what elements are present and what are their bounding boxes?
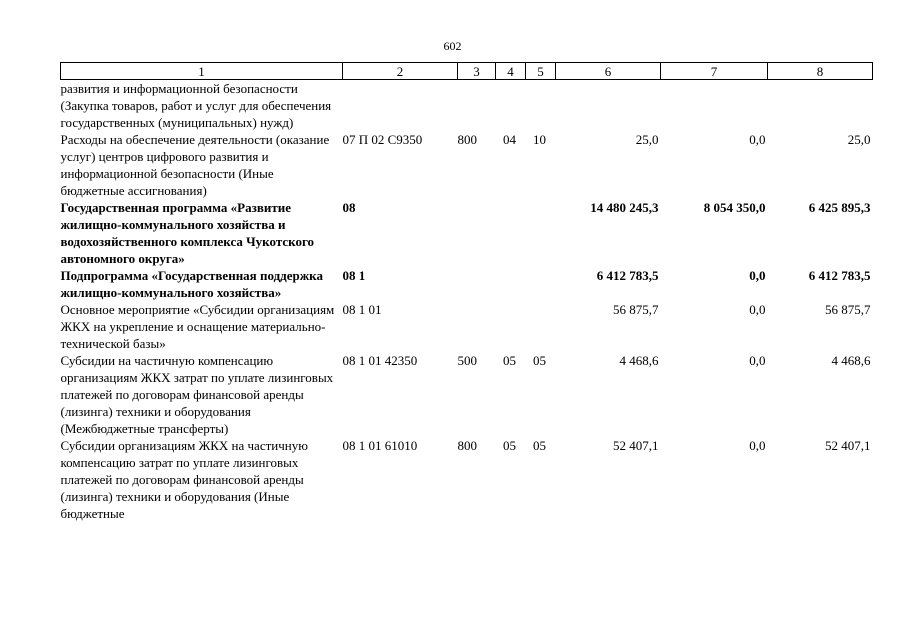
- row-fed: 0,0: [749, 353, 766, 368]
- row-reg: 56 875,7: [825, 302, 871, 317]
- row-pr: 05: [533, 353, 546, 368]
- table-row: [61, 131, 873, 199]
- row-code: 08 1 01: [342, 302, 382, 317]
- column-header-3: 3: [458, 63, 496, 80]
- row-name: развития и информационной безопасности (Закупка товаров, работ и услуг для обеспечения государственных (муниципальных) нужд): [60, 81, 332, 130]
- column-header-2: 2: [343, 63, 458, 80]
- row-reg: 4 468,6: [831, 353, 871, 368]
- row-total: 25,0: [635, 132, 659, 147]
- column-header-6: 6: [556, 63, 661, 80]
- budget-table: [60, 62, 873, 522]
- row-name: Субсидии организациям ЖКХ на частичную компенсацию затрат по уплате лизинговых платежей по договорам финансовой аренды (лизинга) техники и оборудования (Иные бюджетные: [60, 438, 308, 521]
- column-header-5: 5: [526, 63, 556, 80]
- column-header-8: 8: [768, 63, 873, 80]
- row-vr: 500: [457, 353, 477, 368]
- row-pr: 10: [533, 132, 546, 147]
- column-header-1: 1: [61, 63, 343, 80]
- row-fed: 8 054 350,0: [703, 200, 766, 215]
- row-vr: [458, 80, 496, 132]
- row-code: 08 1 01 61010: [342, 438, 418, 453]
- row-total: 14 480 245,3: [590, 200, 659, 215]
- table-row: [61, 437, 873, 522]
- row-name: Подпрограмма «Государственная поддержка жилищно-коммунального хозяйства»: [60, 268, 323, 300]
- header-row: [61, 63, 873, 80]
- row-reg: 6 425 895,3: [808, 200, 871, 215]
- row-reg: 52 407,1: [825, 438, 871, 453]
- row-rz: 04: [503, 132, 516, 147]
- row-vr: [458, 199, 496, 267]
- row-vr: [458, 301, 496, 352]
- row-code: 08: [342, 200, 356, 215]
- row-fed: 0,0: [749, 302, 766, 317]
- row-total: 52 407,1: [613, 438, 659, 453]
- page-number: 602: [443, 39, 462, 53]
- row-pr: [526, 80, 556, 132]
- row-total: 6 412 783,5: [596, 268, 659, 283]
- table-row: [61, 352, 873, 437]
- table-row: [61, 199, 873, 267]
- row-reg: [768, 80, 873, 132]
- table-row: [61, 80, 873, 132]
- row-fed: 0,0: [749, 132, 766, 147]
- row-reg: 6 412 783,5: [808, 268, 871, 283]
- row-reg: 25,0: [847, 132, 871, 147]
- row-code: 08 1: [342, 268, 366, 283]
- row-code: [343, 80, 458, 132]
- column-header-7: 7: [661, 63, 768, 80]
- row-fed: 0,0: [749, 268, 766, 283]
- row-code: 07 П 02 С9350: [342, 132, 423, 147]
- row-pr: [526, 301, 556, 352]
- row-vr: 800: [457, 132, 477, 147]
- row-fed: 0,0: [749, 438, 766, 453]
- row-pr: [526, 199, 556, 267]
- table-row: [61, 267, 873, 301]
- row-name: Субсидии на частичную компенсацию организациям ЖКХ затрат по уплате лизинговых платежей по договорам финансовой аренды (лизинга) техники и оборудования (Межбюджетные трансферты): [60, 353, 334, 436]
- row-total: [556, 80, 661, 132]
- row-fed: [661, 80, 768, 132]
- row-total: 56 875,7: [613, 302, 659, 317]
- row-vr: [458, 267, 496, 301]
- row-pr: 05: [533, 438, 546, 453]
- row-rz: [496, 267, 526, 301]
- row-name: Государственная программа «Развитие жилищно-коммунального хозяйства и водохозяйственного комплекса Чукотского автономного округа»: [60, 200, 315, 266]
- row-rz: [496, 199, 526, 267]
- row-name: Основное мероприятие «Субсидии организациям ЖКХ на укрепление и оснащение материально-технической базы»: [60, 302, 335, 351]
- row-rz: [496, 301, 526, 352]
- row-name: Расходы на обеспечение деятельности (оказание услуг) центров цифрового развития и информационной безопасности (Иные бюджетные ассигнования): [60, 132, 330, 198]
- row-rz: 05: [503, 438, 516, 453]
- row-total: 4 468,6: [619, 353, 659, 368]
- row-rz: [496, 80, 526, 132]
- row-rz: 05: [503, 353, 516, 368]
- row-vr: 800: [457, 438, 477, 453]
- column-header-4: 4: [496, 63, 526, 80]
- table-row: [61, 301, 873, 352]
- row-pr: [526, 267, 556, 301]
- row-code: 08 1 01 42350: [342, 353, 418, 368]
